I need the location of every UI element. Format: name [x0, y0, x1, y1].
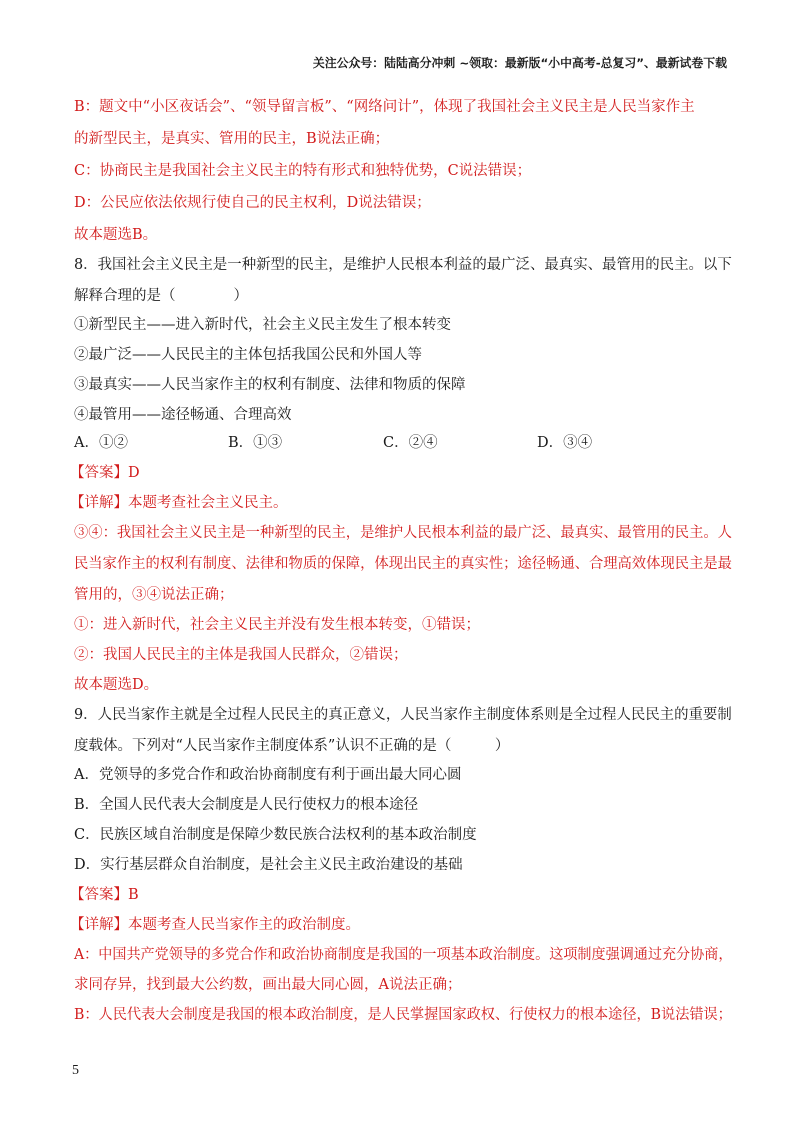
q8-explanation-line2: 民当家作主的权利有制度、法律和物质的保障，体现出民主的真实性；途径畅通、合理高效体现民主是最	[74, 556, 732, 572]
q8-stem-line2: 解释合理的是（ ）	[74, 288, 248, 304]
q9-stem-line2: 度载体。下列对“人民当家作主制度体系”认识不正确的是（ ）	[74, 738, 510, 754]
q8-stem-line1: 8．我国社会主义民主是一种新型的民主，是维护人民根本利益的最广泛、最真实、最管用的民主。以下	[74, 257, 732, 273]
q8-explanation-line5: ②：我国人民民主的主体是我国人民群众，②错误；	[74, 647, 408, 663]
q8-option-b: B．①③	[228, 435, 283, 451]
q8-option-c: C．②④	[383, 435, 438, 451]
q8-option-d: D．③④	[537, 435, 593, 451]
q9-explanation-line2: 求同存异，找到最大公约数，画出最大同心圆，A说法正确；	[74, 977, 462, 993]
prev-conclusion: 故本题选B。	[74, 227, 158, 243]
q8-item: ④最管用——途径畅通、合理高效	[74, 407, 292, 423]
q9-explanation-line1: A：中国共产党领导的多党合作和政治协商制度是我国的一项基本政治制度。这项制度强调通过充分协商，	[74, 947, 733, 963]
q8-explanation-line1: ③④：我国社会主义民主是一种新型的民主，是维护人民根本利益的最广泛、最真实、最管用的民主。人	[74, 525, 732, 541]
q8-option-a: A．①②	[74, 435, 128, 451]
q9-option-d: D．实行基层群众自治制度，是社会主义民主政治建设的基础	[74, 857, 463, 873]
prev-analysis-b-line1: B：题文中“小区夜话会”、“领导留言板”、“网络问计”，体现了我国社会主义民主是人民当家作主	[74, 99, 695, 115]
q9-option-b: B．全国人民代表大会制度是人民行使权力的根本途径	[74, 797, 419, 813]
q8-item: ③最真实——人民当家作主的权利有制度、法律和物质的保障	[74, 377, 466, 393]
prev-analysis-b-line2: 的新型民主，是真实、管用的民主，B说法正确；	[74, 131, 390, 147]
q9-option-a: A．党领导的多党合作和政治协商制度有利于画出最大同心圆	[74, 767, 462, 783]
prev-analysis-d: D：公民应依法依规行使自己的民主权利，D说法错误；	[74, 195, 431, 211]
q8-answer: 【答案】D	[70, 465, 140, 481]
page-number: 5	[72, 1063, 79, 1078]
page-header: 关注公众号：陆陆高分冲刺 ~领取：最新版“小中高考-总复习”、最新试卷下载	[312, 56, 727, 70]
q9-explanation-line3: B：人民代表大会制度是我国的根本政治制度，是人民掌握国家政权、行使权力的根本途径，B说法错误；	[74, 1007, 732, 1023]
q8-conclusion: 故本题选D。	[74, 677, 159, 693]
q9-stem-line1: 9．人民当家作主就是全过程人民民主的真正意义，人民当家作主制度体系则是全过程人民民主的重要制	[74, 707, 732, 723]
q8-explanation-line3: 管用的，③④说法正确；	[74, 587, 234, 603]
q9-answer: 【答案】B	[70, 887, 139, 903]
q9-detail-heading: 【详解】本题考查人民当家作主的政治制度。	[70, 917, 360, 933]
q8-item: ②最广泛——人民民主的主体包括我国公民和外国人等	[74, 347, 422, 363]
q8-explanation-line4: ①：进入新时代，社会主义民主并没有发生根本转变，①错误；	[74, 617, 480, 633]
q9-option-c: C．民族区域自治制度是保障少数民族合法权利的基本政治制度	[74, 827, 477, 843]
q8-detail-heading: 【详解】本题考查社会主义民主。	[70, 495, 288, 511]
q8-item: ①新型民主——进入新时代，社会主义民主发生了根本转变	[74, 317, 451, 333]
q8-options-row	[74, 433, 728, 453]
prev-analysis-c: C：协商民主是我国社会主义民主的特有形式和独特优势，C说法错误；	[74, 163, 532, 179]
